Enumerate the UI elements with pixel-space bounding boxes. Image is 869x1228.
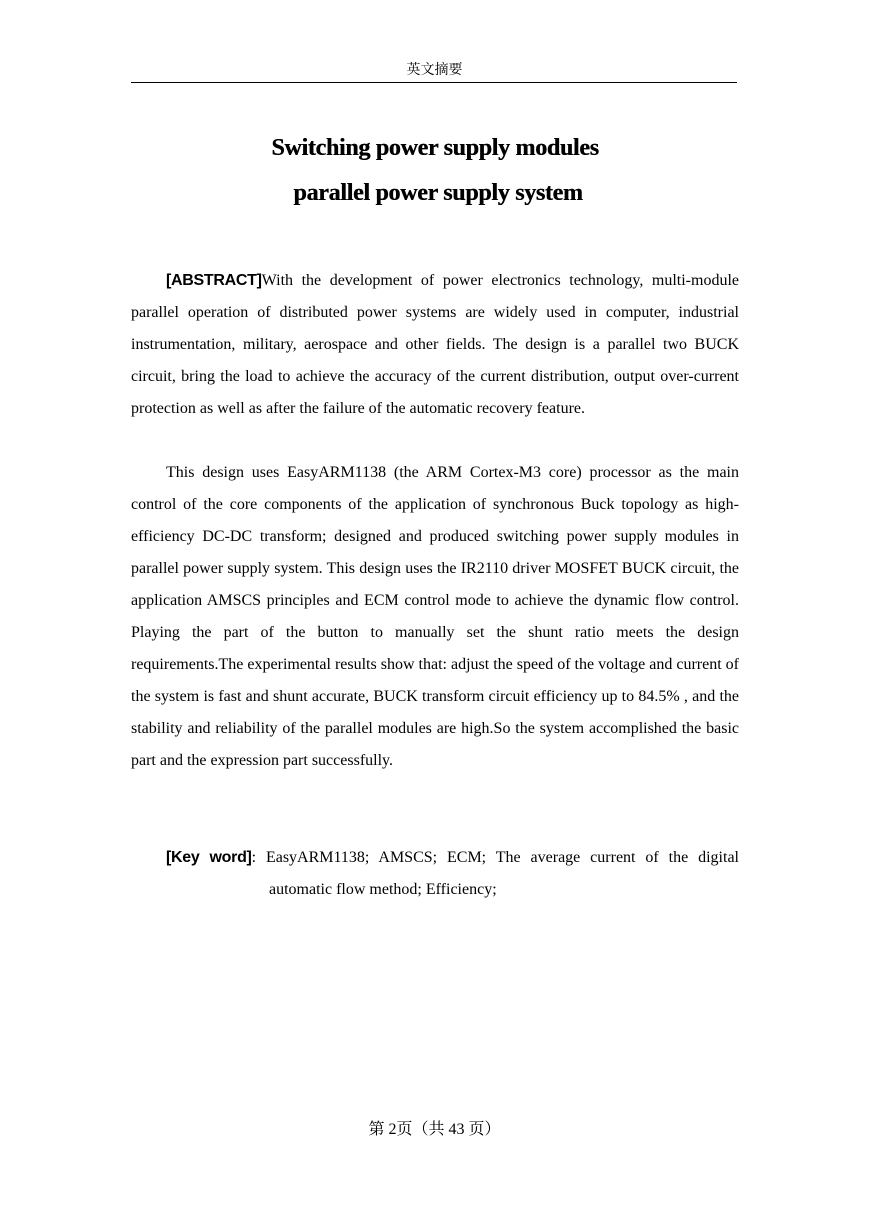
- keywords-label: [Key word]: [166, 849, 252, 866]
- header-rule: [131, 82, 737, 83]
- abstract-paragraph-1-text: With the development of power electronics technology, multi-module parallel operation of distributed power systems are widely used in computer, industrial instrumentation, military, aerospace and other fields. The design is a parallel two BUCK circuit, bring the load to achieve the accuracy of the current distribution, output over-current protection as well as after the failure of the automatic recovery feature.: [131, 272, 739, 417]
- page-header: 英文摘要: [406, 63, 463, 78]
- abstract-label: [ABSTRACT]: [166, 272, 262, 289]
- page-number: 第 2页（共 43 页）: [368, 1121, 501, 1138]
- keywords-separator: :: [251, 849, 266, 866]
- title-line-1: Switching power supply modules: [271, 135, 599, 161]
- keywords-text: EasyARM1138; AMSCS; ECM; The average current of the digital automatic flow method; Efficiency;: [265, 849, 739, 898]
- abstract-paragraph-2: This design uses EasyARM1138 (the ARM Cortex-M3 core) processor as the main control of the core components of the application of synchronous Buck topology as high-efficiency DC-DC transform; designed and produced switching power supply modules in parallel power supply system. This design uses the IR2110 driver MOSFET BUCK circuit, the application AMSCS principles and ECM control mode to achieve the dynamic flow control. Playing the part of the button to manually set the shunt ratio meets the design requirements.The experimental results show that: adjust the speed of the voltage and current of the system is fast and shunt accurate, BUCK transform circuit efficiency up to 84.5% , and the stability and reliability of the parallel modules are high.So the system accomplished the basic part and the expression part successfully.: [131, 464, 739, 769]
- title-line-2: parallel power supply system: [293, 180, 583, 206]
- abstract-paragraph-1: [131, 265, 739, 425]
- keywords: [131, 842, 739, 906]
